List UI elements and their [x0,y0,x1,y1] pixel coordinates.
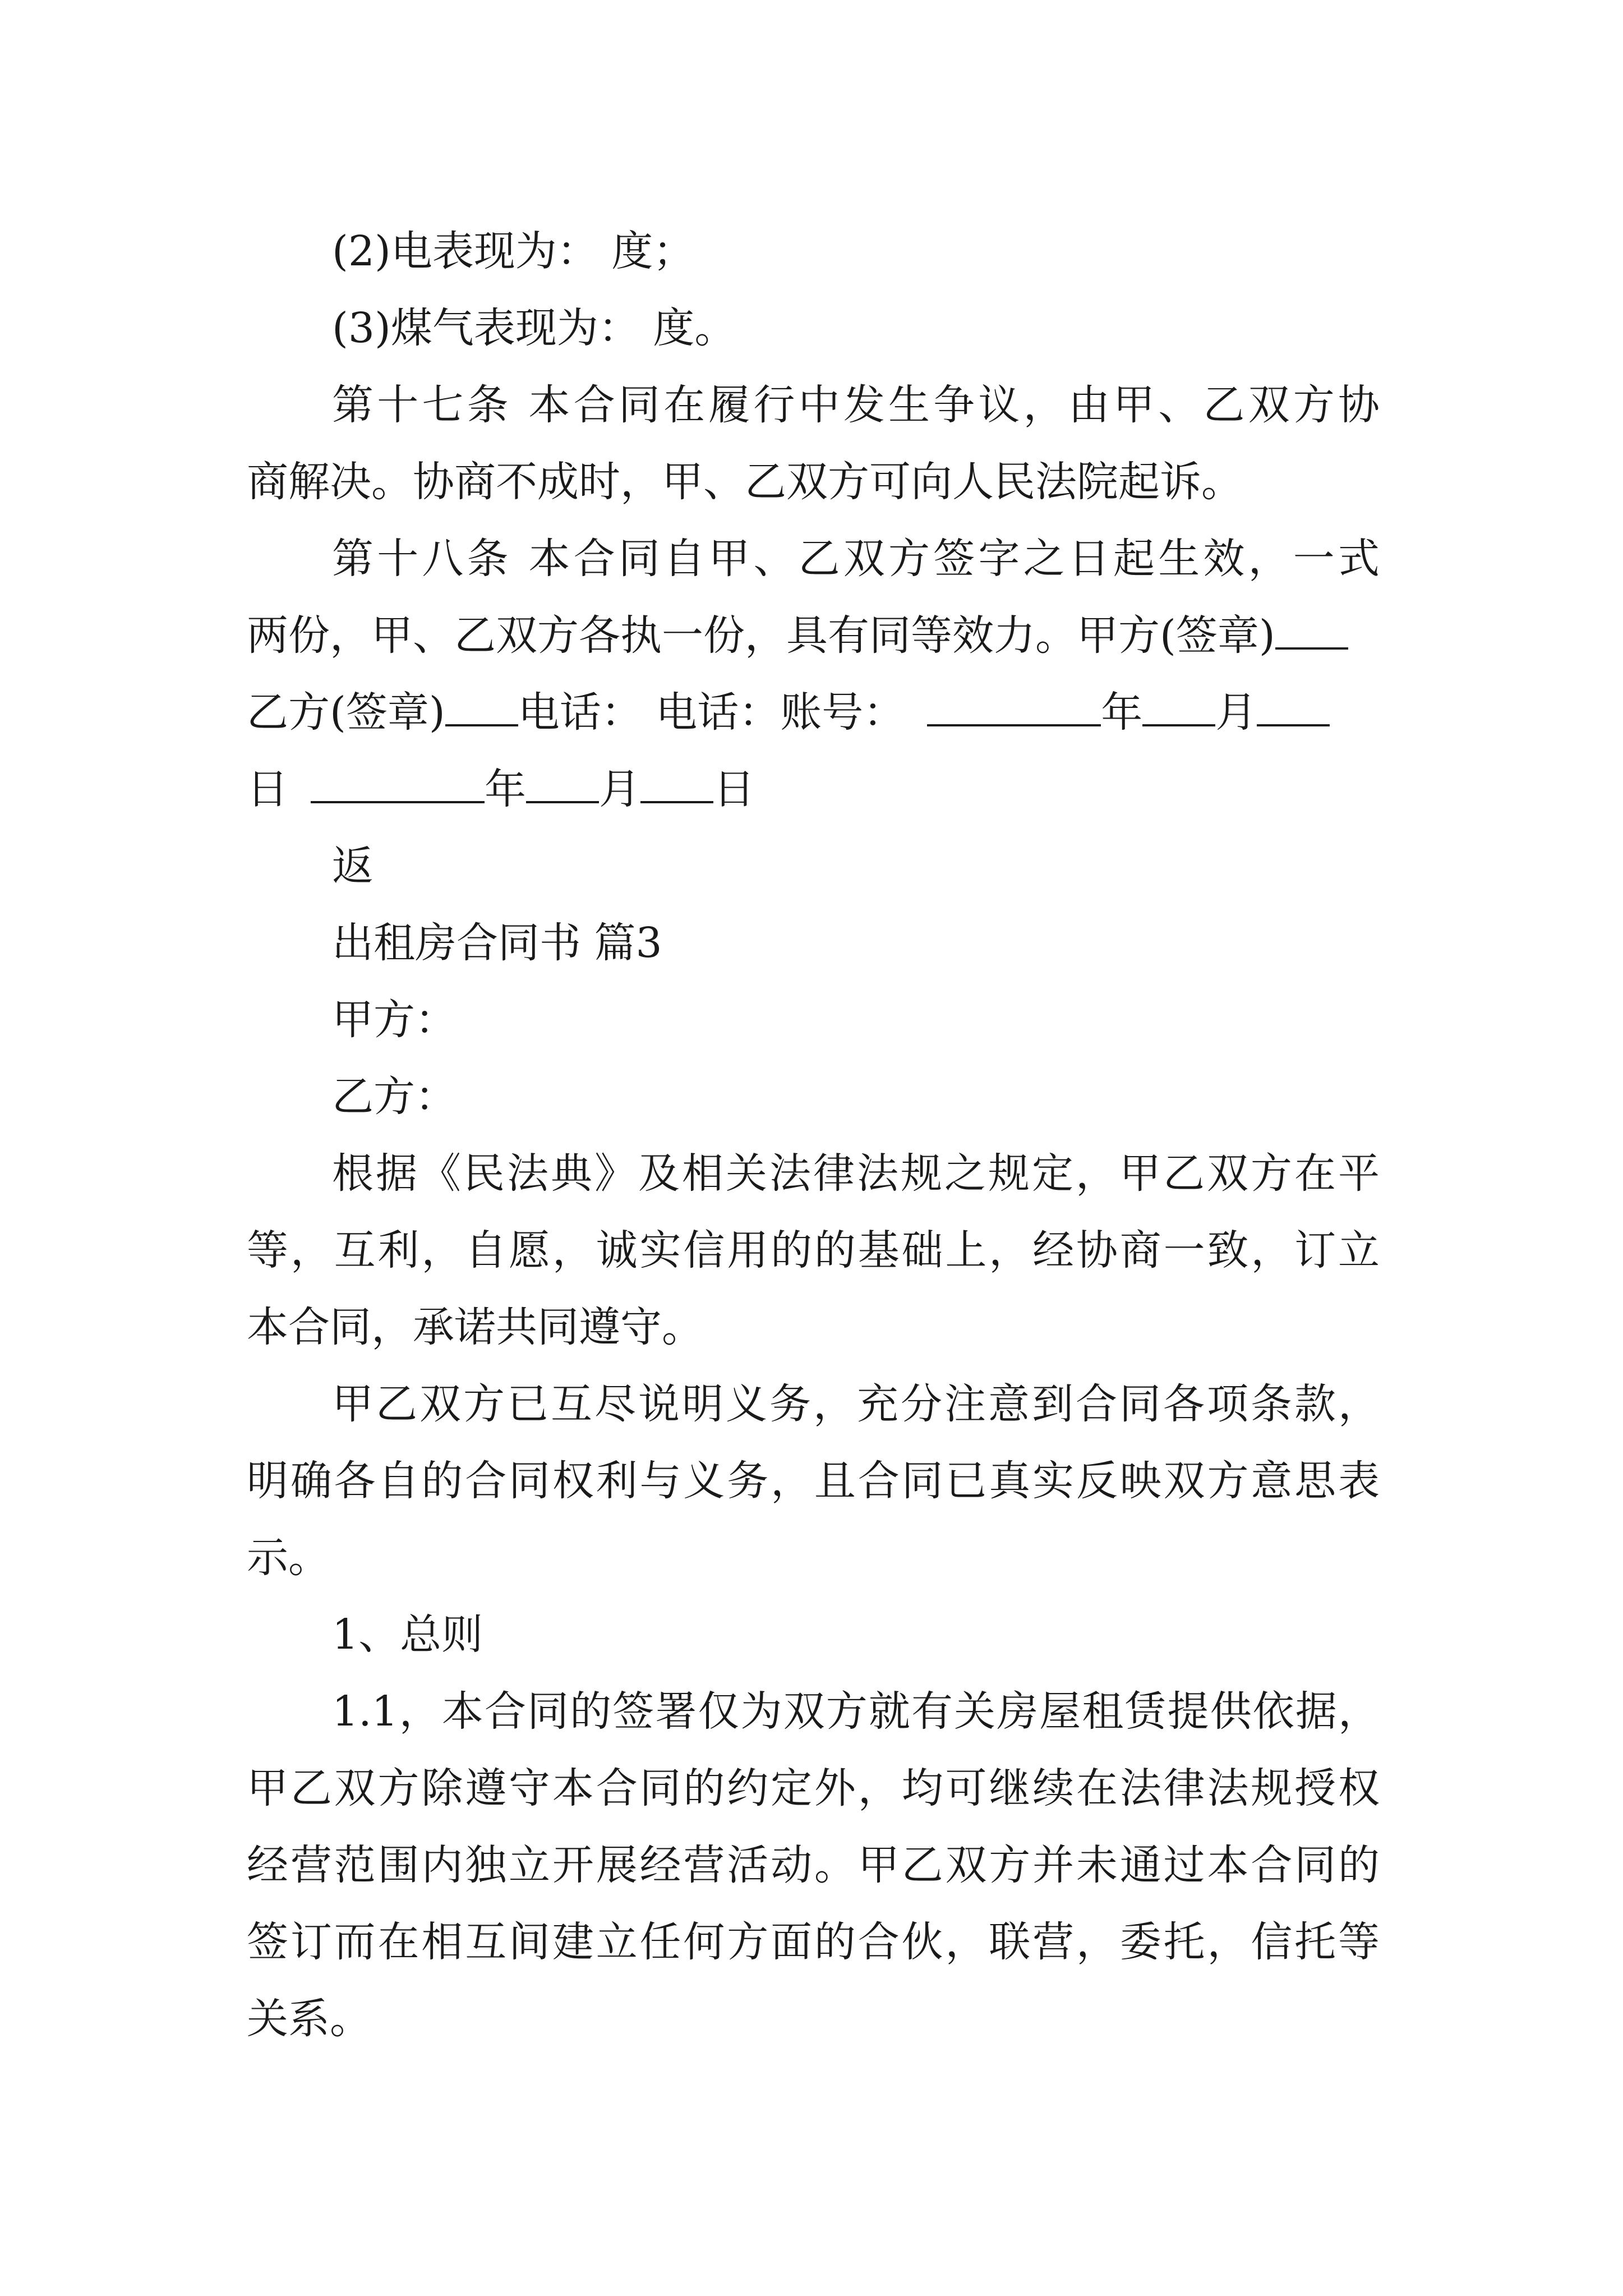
date-year-label: 年 [485,765,526,813]
date-month-label: 月 [599,765,640,813]
paragraph-line: 第十七条 本合同在履行中发生争议，由甲、乙双方协 [332,381,1380,429]
paragraph-line: 示。 [247,1534,330,1582]
paragraph-line: 返 [332,842,374,890]
section-heading: 1、总则 [332,1611,483,1659]
signature-line [247,597,1380,674]
paragraph-line: 商解决。协商不成时，甲、乙双方可向人民法院起诉。 [247,458,1243,506]
paragraph-line: 第十八条 本合同自甲、乙双方签字之日起生效，一式 [332,535,1380,583]
blank-underline [311,762,485,803]
paragraph-line: 关系。 [247,1995,371,2043]
paragraph-line: (3)煤气表现为： 度。 [332,304,736,352]
blank-underline [1142,685,1215,726]
blank-underline [1257,685,1330,726]
paragraph-line: 甲乙双方已互尽说明义务，充分注意到合同各项条款， [332,1380,1380,1428]
paragraph-line: 明确各自的合同权利与义务，且合同已真实反映双方意思表 [247,1457,1380,1505]
paragraph-line: 等，互利，自愿，诚实信用的的基础上，经协商一致，订立 [247,1226,1380,1274]
date-day-label: 日 [713,765,755,813]
signature-line [247,674,1380,751]
document-body [247,213,1380,2058]
signature-text: 乙方(签章) [247,688,445,737]
blank-underline [640,762,713,803]
paragraph-line: 经营范围内独立开展经营活动。甲乙双方并未通过本合同的 [247,1841,1380,1889]
paragraph-line: (2)电表现为： 度； [332,227,695,275]
blank-underline [1275,608,1348,650]
paragraph-line: 根据《民法典》及相关法律法规之规定，甲乙双方在平 [332,1149,1380,1198]
paragraph-line: 本合同，承诺共同遵守。 [247,1303,703,1351]
blank-underline [445,685,518,726]
signature-text: 电话： 电话：账号： [518,688,905,737]
section-title: 出租房合同书 篇3 [332,919,662,967]
signature-text: 两份，甲、乙双方各执一份，具有同等效力。甲方(签章) [247,611,1275,660]
blank-underline [526,762,599,803]
party-b-label: 乙方： [332,1073,457,1121]
date-month-label: 月 [1215,688,1257,737]
date-year-label: 年 [1101,688,1143,737]
signature-line [247,751,1380,828]
date-day-label: 日 [247,765,288,813]
paragraph-line: 1.1，本合同的签署仅为双方就有关房屋租赁提供依据， [332,1687,1380,1736]
paragraph-line: 签订而在相互间建立任何方面的合伙，联营，委托，信托等 [247,1918,1380,1966]
blank-underline [927,685,1101,726]
party-a-label: 甲方： [332,996,457,1044]
paragraph-line: 甲乙双方除遵守本合同的约定外，均可继续在法律法规授权 [247,1764,1380,1812]
